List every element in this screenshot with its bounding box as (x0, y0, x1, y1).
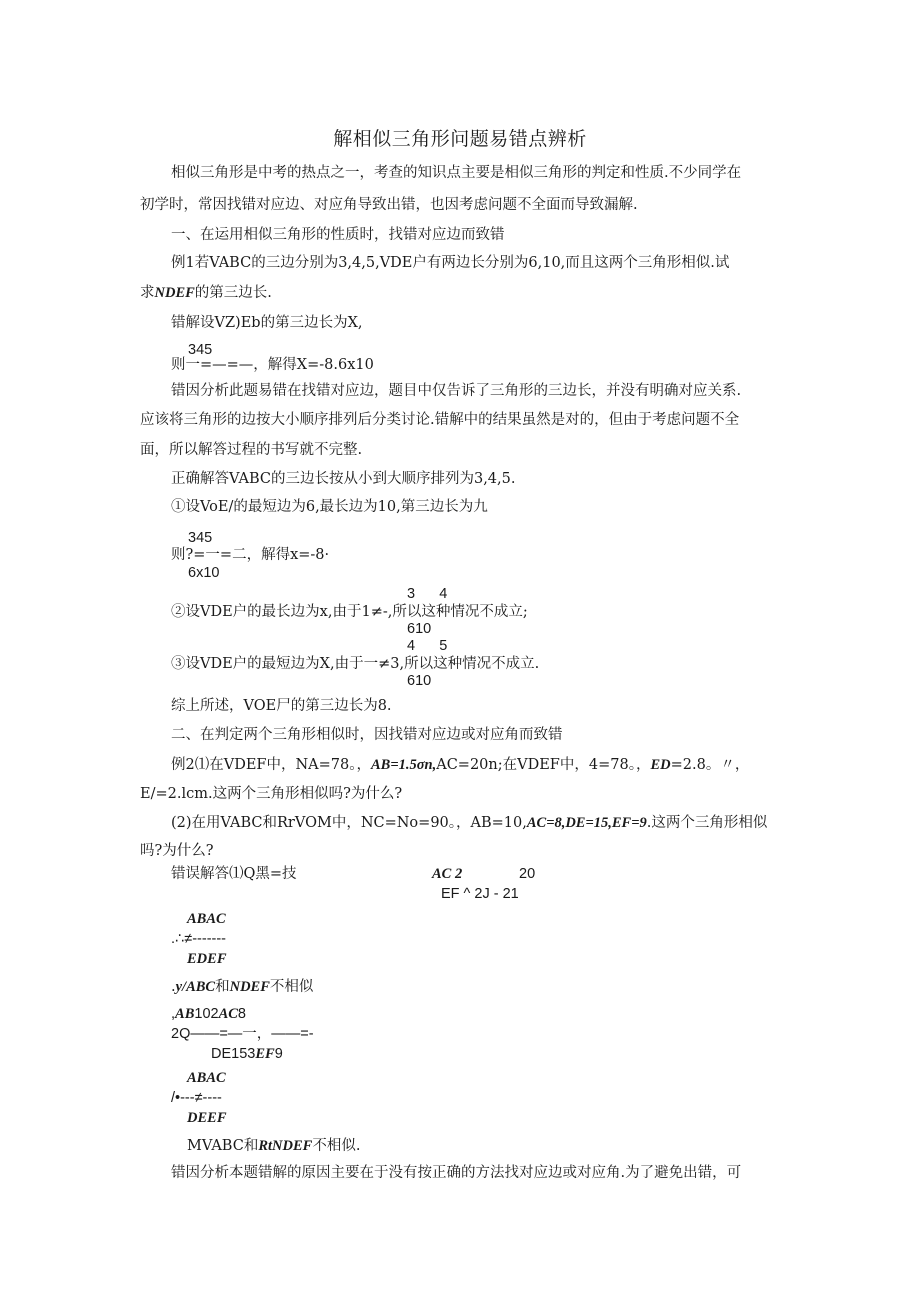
text: .这两个三角形相似 (646, 815, 768, 831)
section-heading-2: 二、在判定两个三角形相似时，因找错对应边或对应角而致错 (171, 727, 563, 743)
italic-math: AB (175, 1006, 195, 1022)
text: 的第三边长. (194, 285, 272, 301)
text: 不相似 (269, 979, 314, 995)
wrong-solution-2-label: 错误解答⑴Q黑=技 (171, 866, 297, 882)
text: 例2⑴在VDEF中，NA=78。， (171, 757, 371, 773)
italic-math: AC (218, 1006, 238, 1022)
section-heading-1: 一、在运用相似三角形的性质时，找错对应边而致错 (171, 227, 505, 243)
text: =2.8。〃， (670, 757, 750, 773)
fraction-numerator: 345 (188, 342, 213, 358)
fraction-1-bottom: EDEF (187, 951, 227, 967)
summary-1: 综上所述，VOE尸的第三边长为8. (171, 698, 392, 714)
analysis-2: 错因分析本题错解的原因主要在于没有按正确的方法找对应边或对应角.为了避免出错，可 (171, 1165, 742, 1181)
fraction-2-bottom (211, 1045, 283, 1063)
fraction-3-bottom: DEEF (187, 1110, 227, 1126)
text: DE153 (211, 1046, 256, 1062)
italic-math: NDEF (229, 979, 270, 995)
wrong-solution-1: 错解设VZ)Eb的第三边长为X, (171, 315, 363, 331)
example-2-line-4: 吗?为什么? (140, 843, 214, 859)
italic-math: AB=1.5σn, (370, 757, 437, 773)
fraction-3-middle: /•---≠---- (171, 1090, 222, 1106)
analysis-1-line-2: 应该将三角形的边按大小顺序排列后分类讨论.错解中的结果虽然是对的，但由于考虑问题不全 (140, 412, 740, 428)
wrong-solution-2-ratio: AC 2 (432, 866, 463, 882)
text: 求 (140, 285, 155, 301)
correct-solution-1: 正确解答VABC的三边长按从小到大顺序排列为3,4,5. (171, 471, 516, 487)
fraction-2-middle: 2Q——=—一，——=- (171, 1026, 314, 1042)
text: , (171, 1006, 176, 1022)
fraction-1-top: ABAC (187, 911, 226, 927)
case-1: ①设VoE/的最短边为6,最长边为10,第三边长为九 (171, 499, 488, 515)
case-2-numerator: 3 4 (407, 586, 448, 602)
example-1-line-2 (140, 284, 272, 302)
text: 不相似. (312, 1138, 361, 1154)
not-similar-1 (171, 978, 313, 996)
analysis-1-line-3: 面，所以解答过程的书写就不完整. (140, 442, 363, 458)
text: 和 (215, 979, 230, 995)
italic-math: y/ABC (175, 979, 216, 995)
italic-math: RtNDEF (258, 1138, 313, 1154)
wrong-solution-2-numerator: 20 (519, 866, 536, 882)
case-3-numerator: 4 5 (407, 638, 448, 654)
case-3-denominator: 610 (407, 673, 432, 689)
example-2-line-1 (171, 756, 749, 774)
text: MVABC和 (187, 1138, 259, 1154)
italic-math: EF (255, 1046, 275, 1062)
case-1-numerator: 345 (188, 530, 213, 546)
example-2-line-3 (171, 814, 767, 832)
fraction-2-top (171, 1005, 246, 1023)
text: . (171, 979, 176, 995)
wrong-solution-1-equation: 则一=—=—，解得X=-8.6x10 (171, 357, 374, 373)
italic-math: ED (650, 757, 671, 773)
fraction-3-top: ABAC (187, 1070, 226, 1086)
text: 102 (194, 1006, 219, 1022)
analysis-1-line-1: 错因分析此题易错在找错对应边，题目中仅告诉了三角形的三边长，并没有明确对应关系. (171, 383, 742, 399)
text: 8 (237, 1006, 246, 1022)
case-1-denominator: 6x10 (188, 565, 220, 581)
example-1-line-1: 例1若VABC的三边分别为3,4,5,VDE户有两边长分别为6,10,而且这两个三角形相似.试 (171, 255, 730, 271)
case-2: ②设VDE户的最长边为x,由于1≠-,所以这种情况不成立; (171, 604, 528, 620)
case-2-denominator: 610 (407, 621, 432, 637)
fraction-1-middle: .∴≠------- (171, 931, 227, 947)
intro-line-2: 初学时，常因找错对应边、对应角导致出错，也因考虑问题不全面而导致漏解. (140, 197, 638, 213)
example-2-line-2: E/=2.lcm.这两个三角形相似吗?为什么? (140, 786, 403, 802)
text: AC=20n;在VDEF中，4=78。， (436, 757, 651, 773)
intro-line-1: 相似三角形是中考的热点之一，考查的知识点主要是相似三角形的判定和性质.不少同学在 (171, 165, 742, 181)
not-similar-2 (187, 1137, 360, 1155)
italic-math: AC=8,DE=15,EF=9 (526, 815, 647, 831)
text: 9 (274, 1046, 283, 1062)
text: (2)在用VABC和RrVOM中，NC=No=90。，AB=10, (171, 815, 527, 831)
wrong-solution-2-denominator: EF ^ 2J - 21 (441, 886, 519, 902)
italic-math: NDEF (154, 285, 195, 301)
case-1-equation: 则?=一=二，解得x=-8· (171, 547, 330, 563)
case-3: ③设VDE户的最短边为X,由于一≠3,所以这种情况不成立. (171, 656, 540, 672)
page-title: 解相似三角形问题易错点辨析 (333, 128, 587, 150)
